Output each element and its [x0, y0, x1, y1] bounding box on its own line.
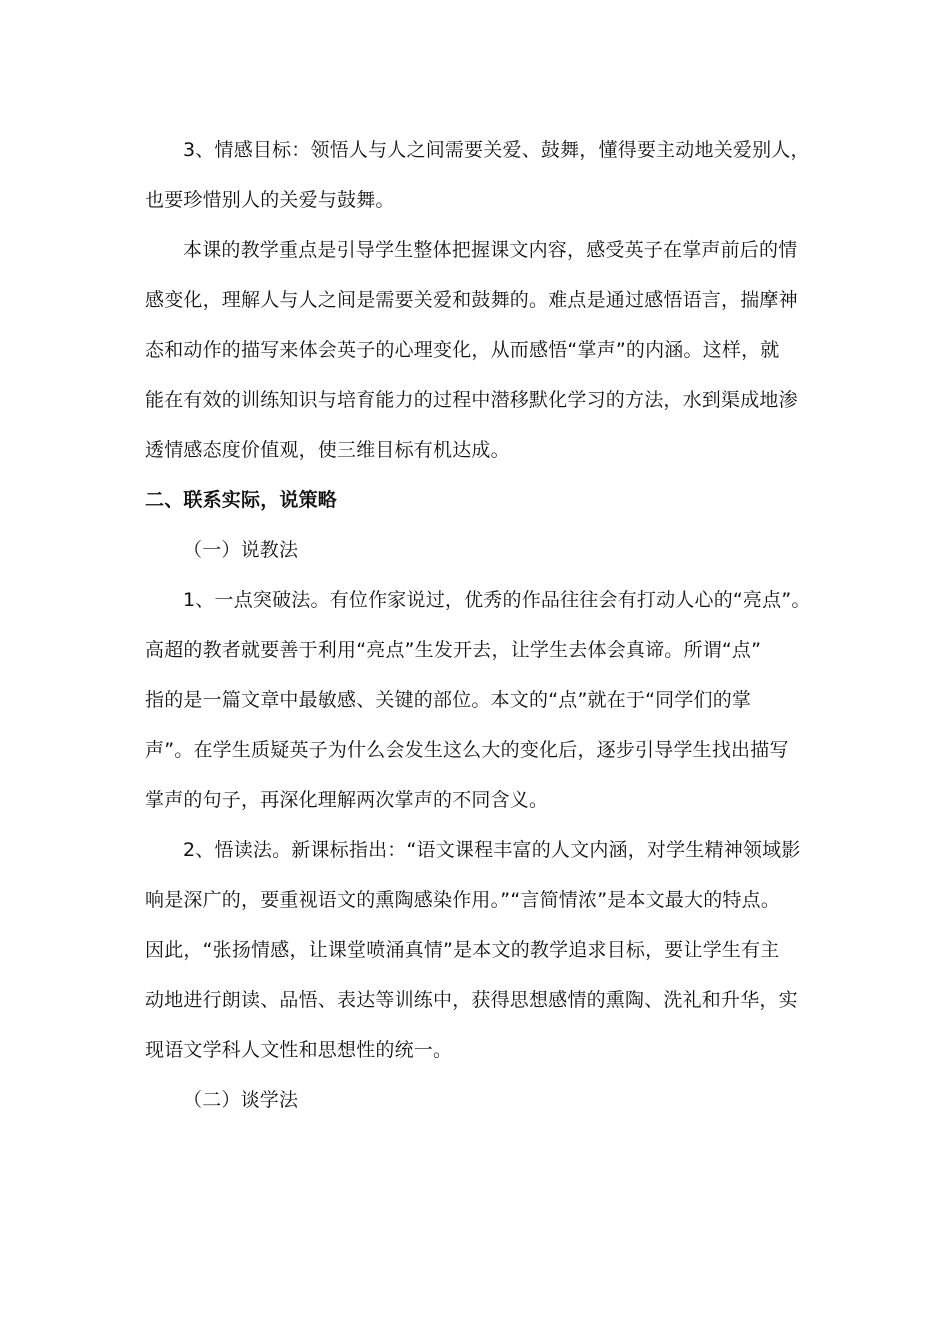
paragraph-line: 3、情感目标：领悟人与人之间需要关爱、鼓舞，懂得要主动地关爱别人， — [183, 139, 810, 161]
section-heading: 二、联系实际，说策略 — [145, 489, 338, 511]
paragraph-line: 感变化，理解人与人之间是需要关爱和鼓舞的。难点是通过感悟语言，揣摩神 — [145, 289, 798, 311]
paragraph-line: 1、一点突破法。有位作家说过，优秀的作品往往会有打动人心的“亮点”。 — [183, 589, 811, 611]
paragraph-line: 2、悟读法。新课标指出：“语文课程丰富的人文内涵，对学生精神领域影 — [183, 839, 801, 861]
paragraph-line: 指的是一篇文章中最敏感、关键的部位。本文的“点”就在于“同学们的掌 — [145, 689, 752, 711]
paragraph-line: 现语文学科人文性和思想性的统一。 — [145, 1039, 453, 1061]
paragraph-line: 动地进行朗读、品悟、表达等训练中，获得思想感情的熏陶、洗礼和升华，实 — [145, 989, 798, 1011]
subsection-heading: （一）说教法 — [183, 539, 299, 561]
paragraph-line: 本课的教学重点是引导学生整体把握课文内容，感受英子在掌声前后的情 — [183, 239, 798, 261]
paragraph-line: 态和动作的描写来体会英子的心理变化，从而感悟“掌声”的内涵。这样，就 — [145, 339, 780, 361]
subsection-heading: （二）谈学法 — [183, 1089, 299, 1111]
paragraph-line: 声”。在学生质疑英子为什么会发生这么大的变化后，逐步引导学生找出描写 — [145, 739, 789, 761]
paragraph-line: 能在有效的训练知识与培育能力的过程中潜移默化学习的方法，水到渠成地渗 — [145, 389, 798, 411]
paragraph-line: 透情感态度价值观，使三维目标有机达成。 — [145, 439, 510, 461]
paragraph-line: 也要珍惜别人的关爱与鼓舞。 — [145, 189, 395, 211]
paragraph-line: 响是深广的，要重视语文的熏陶感染作用。”“言简情浓”是本文最大的特点。 — [145, 889, 781, 911]
paragraph-line: 掌声的句子，再深化理解两次掌声的不同含义。 — [145, 789, 549, 811]
paragraph-line: 高超的教者就要善于利用“亮点”生发开去，让学生去体会真谛。所谓“点” — [145, 639, 762, 661]
paragraph-line: 因此，“张扬情感，让课堂喷涌真情”是本文的教学追求目标，要让学生有主 — [145, 939, 780, 961]
